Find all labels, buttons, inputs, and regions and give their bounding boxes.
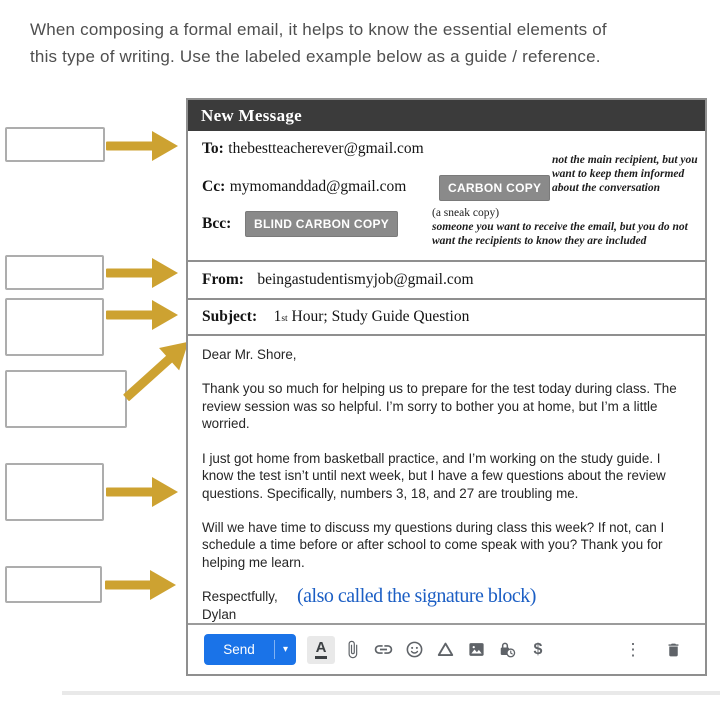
label-box-body[interactable] [5,463,104,521]
from-value[interactable]: beingastudentismyjob@gmail.com [257,271,474,288]
cc-annotation-note: not the main recipient, but you want to keep them informed about the conversation [552,154,698,194]
body-paragraph-1: Thank you so much for helping us to prepare for the test today during class. The review session was so helpful. I’m sorry to bother you at home, but I’m a little worried. [202,381,677,432]
to-label: To: [202,140,224,157]
closing-text: Respectfully, [202,589,278,605]
instructions-text [30,16,706,70]
greeting-text: Dear Mr. Shore, [202,347,297,362]
to-value[interactable]: thebestteacherever@gmail.com [228,140,424,157]
subject-value[interactable]: 1st Hour; Study Guide Question [273,308,470,325]
insert-link-icon[interactable] [369,636,397,664]
from-row [188,260,705,298]
insert-emoji-icon[interactable] [400,636,428,664]
arrow-closing [105,570,176,600]
bcc-label: Bcc: [202,215,232,232]
label-box-greeting[interactable] [5,370,127,428]
from-label: From: [202,271,244,288]
to-row [202,140,424,158]
body-paragraph-3: Will we have time to discuss my questions during class this week? If not, can I schedule a time before or after school to come speak with you? Thank you for helping me learn. [202,519,665,570]
instruction-line-1: When composing a formal email, it helps to know the essential elements of [30,20,607,39]
label-box-closing[interactable] [5,566,102,603]
compose-window-title: New Message [201,106,303,125]
insert-drive-file-icon[interactable] [431,636,459,664]
bcc-annotation-note [432,207,698,248]
label-box-from[interactable] [5,255,104,290]
confidential-mode-icon[interactable] [493,636,521,664]
recipients-section [188,131,705,260]
arrow-from [106,258,178,288]
arrow-body [106,477,178,507]
insert-photo-icon[interactable] [462,636,490,664]
request-money-icon[interactable]: $ [533,640,543,658]
bcc-row [202,215,231,233]
compose-window-titlebar [188,100,705,131]
bcc-annotation-title: (a sneak copy) [432,207,500,219]
arrow-to [106,131,178,161]
signature-block-annotation: (also called the signature block) [297,585,536,608]
cc-row [202,178,406,196]
compose-toolbar [188,623,705,674]
blind-carbon-copy-badge: BLIND CARBON COPY [245,211,398,237]
text-formatting-icon[interactable]: A [307,636,335,664]
compose-window [186,98,707,676]
label-box-to[interactable] [5,127,105,162]
cc-value[interactable]: mymomanddad@gmail.com [229,178,407,195]
more-options-icon[interactable]: ⋮ [624,639,642,659]
cc-label: Cc: [202,178,226,195]
page-bottom-edge [62,691,720,695]
delete-draft-icon[interactable] [659,636,687,664]
subject-label: Subject: [202,308,258,325]
carbon-copy-badge: CARBON COPY [439,175,550,201]
attach-file-icon[interactable] [338,636,366,664]
label-box-subject[interactable] [5,298,104,356]
message-body[interactable] [188,334,705,623]
body-paragraph-2: I just got home from basketball practice, and I’m working on the study guide. I know the test isn’t until next week, but I have a few questions about the review questions. Specifically, numbers 3, 18, and 27 are troubling me. [202,450,666,501]
signature-name: Dylan [202,606,237,622]
bcc-annotation-text: someone you want to receive the email, but you do not want the recipients to know they are included [432,220,688,247]
subject-row [188,298,705,334]
send-options-caret-icon[interactable]: ▾ [282,644,289,655]
send-button[interactable]: Send ▾ [204,634,296,665]
instruction-line-2: this type of writing. Use the labeled example below as a guide / reference. [30,47,601,67]
arrow-subject [106,300,178,330]
